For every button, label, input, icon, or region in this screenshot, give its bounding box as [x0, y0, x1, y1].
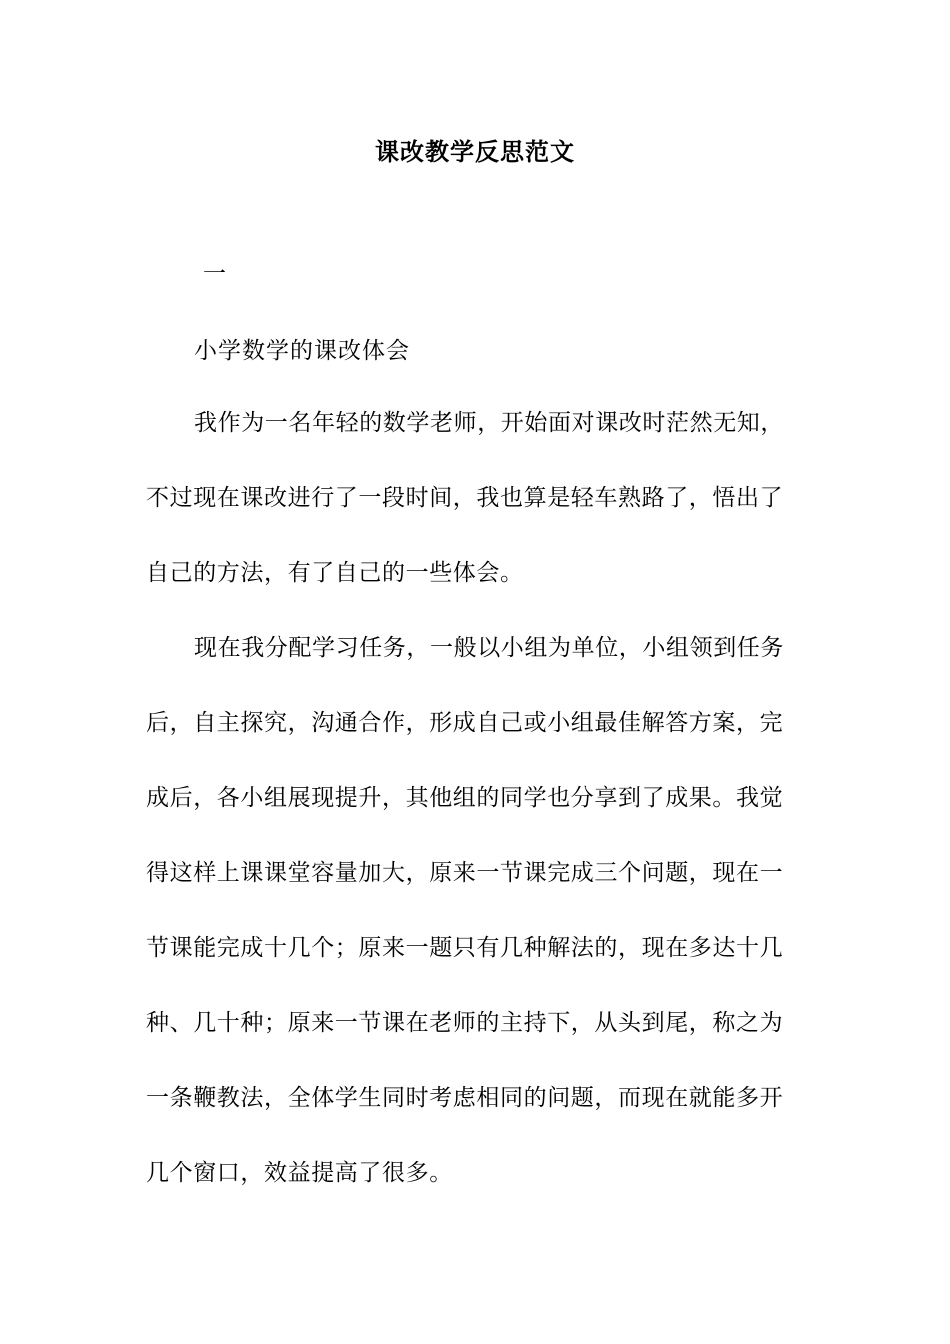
paragraph-line: 几个窗口，效益提高了很多。: [146, 1160, 453, 1186]
paragraph-line: 一条鞭教法，全体学生同时考虑相同的问题，而现在就能多开: [146, 1085, 784, 1111]
paragraph-line: 得这样上课课堂容量加大，原来一节课完成三个问题，现在一: [146, 860, 784, 886]
paragraph-line: 我作为一名年轻的数学老师，开始面对课改时茫然无知，: [194, 410, 784, 436]
paragraph-line: 现在我分配学习任务，一般以小组为单位，小组领到任务: [194, 635, 784, 661]
paragraph: [146, 406, 806, 631]
section-subtitle: 小学数学的课改体会: [194, 338, 410, 364]
paragraph-line: 后，自主探究，沟通合作，形成自己或小组最佳解答方案，完: [146, 710, 784, 736]
paragraph-line: 不过现在课改进行了一段时间，我也算是轻车熟路了，悟出了: [146, 485, 784, 511]
paragraph-line: 自己的方法，有了自己的一些体会。: [146, 560, 524, 586]
paragraph-line: 种、几十种；原来一节课在老师的主持下，从头到尾，称之为: [146, 1010, 784, 1036]
paragraph-line: 节课能完成十几个；原来一题只有几种解法的，现在多达十几: [146, 935, 784, 961]
paragraph-line: 成后，各小组展现提升，其他组的同学也分享到了成果。我觉: [146, 785, 784, 811]
paragraph: [146, 631, 806, 1231]
document-title: 课改教学反思范文: [375, 137, 575, 166]
section-number: 一: [203, 261, 226, 287]
